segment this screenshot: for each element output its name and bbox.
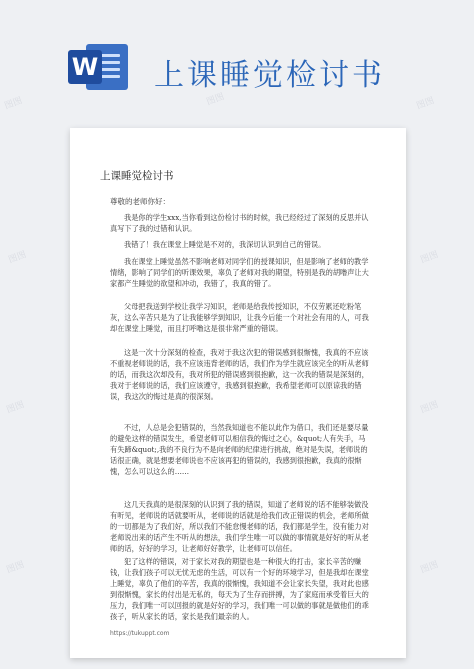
- paragraph: 我在课堂上睡觉虽然不影响老师对同学们的授课知识，但是影响了老师的教学情绪，影响了同学们的听课效果，辜负了老师对我的期望，特别是我的胡噜声让大家都产生睡觉的欲望和冲动，我错了，我真的错了。: [110, 257, 369, 288]
- watermark: 图图: [7, 250, 28, 266]
- header-banner: [0, 0, 474, 110]
- document-title: 上课睡觉检讨书: [100, 170, 174, 182]
- salutation: 尊敬的老师你好：: [110, 197, 170, 206]
- paragraph: 不过，人总是会犯错误的，当然我知道也不能以此作为借口，我们还是要尽量的避免这样的错误发生，希望老师可以相信我的悔过之心，&quot;人有失手，马有失蹄&quot;,我的不良行为不是向老师的纪律进行挑战，绝对是失误，老师说的话很正确，就是想要老师说也不应该再犯的错误的，我感到很抱歉，我真的很惭愧，怎么可以这么的……: [110, 423, 369, 476]
- watermark: 图图: [5, 560, 26, 576]
- watermark: 图图: [3, 96, 24, 112]
- watermark: 图图: [419, 400, 440, 416]
- watermark: 图图: [205, 92, 226, 108]
- paragraph: 我是你的学生xxx,当你看到这份检讨书的时候，我已经经过了深刻的反思并认真写下了我的过错和认识。: [110, 213, 369, 233]
- banner-title: 上课睡觉检讨书: [154, 58, 385, 93]
- paragraph: 犯了这样的错误，对于家长对我的期望也是一种很大的打击，家长辛苦的赚钱，让我们孩子可以无忧无虑的生活，可以有一个好的环境学习，但是我却在课堂上睡觉，辜负了他们的辛苦，我真的很惭愧，我知道不会让家长失望，我对此也感到很惭愧，家长的付出是无私的，每天为了生存而拼搏，为了家庭而承受着巨大的压力，我们唯一可以回报的就是好好的学习，我们唯一可以做的事就是做他们的乖孩子，听从家长的话，家长是我们最亲的人。: [110, 557, 369, 621]
- word-document-icon: W: [68, 44, 128, 90]
- paragraph: 这几天我真的是很深刻的认识到了我的错误，知道了老师说的话不能够装做没有听见，老师说的话就要听从，老师说的话就是给我们改正错误的机会，老师所做的一切都是为了我们好，所以我们不能怠慢老师的话，我们都是学生，没有能力对老师说出来的话产生不听从的想法，我们学生唯一可以做的事情就是好好的听从老师的话，好好的学习，让老师好好教学，让老师可以信任。: [110, 500, 369, 553]
- watermark: 图图: [415, 96, 436, 112]
- watermark: 图图: [5, 400, 26, 416]
- footer-url: https://tukuppt.com: [110, 630, 170, 637]
- paragraph: 父母把我送到学校让我学习知识，老师是给我传授知识，不仅劳累还吃粉笔灰，这么辛苦只是为了让我能够学到知识，让我今后能一个对社会有用的人，可我却在课堂上睡觉，而且打呼噜这是很非常严重的错误。: [110, 302, 369, 333]
- watermark: 图图: [419, 560, 440, 576]
- paragraph: 这是一次十分深刻的检查，我对于我这次犯的错误感到很惭愧，我真的不应该不重视老师说的话，我不应该违背老师的话，我们作为学生就应该完全的听从老师的话，而我这次却没有，我对所犯的错误感到很抱歉，这一次我的错误是深刻的，我对于老师说的话，我们应该遵守，我感到很抱歉，我希望老师可以原谅我的错误，我这次的悔过是真的很深刻。: [110, 348, 369, 401]
- watermark: 图图: [419, 250, 440, 266]
- document-page: [70, 128, 406, 658]
- paragraph: 我错了！我在课堂上睡觉是不对的，我深切认识到自己的错误。: [124, 240, 326, 249]
